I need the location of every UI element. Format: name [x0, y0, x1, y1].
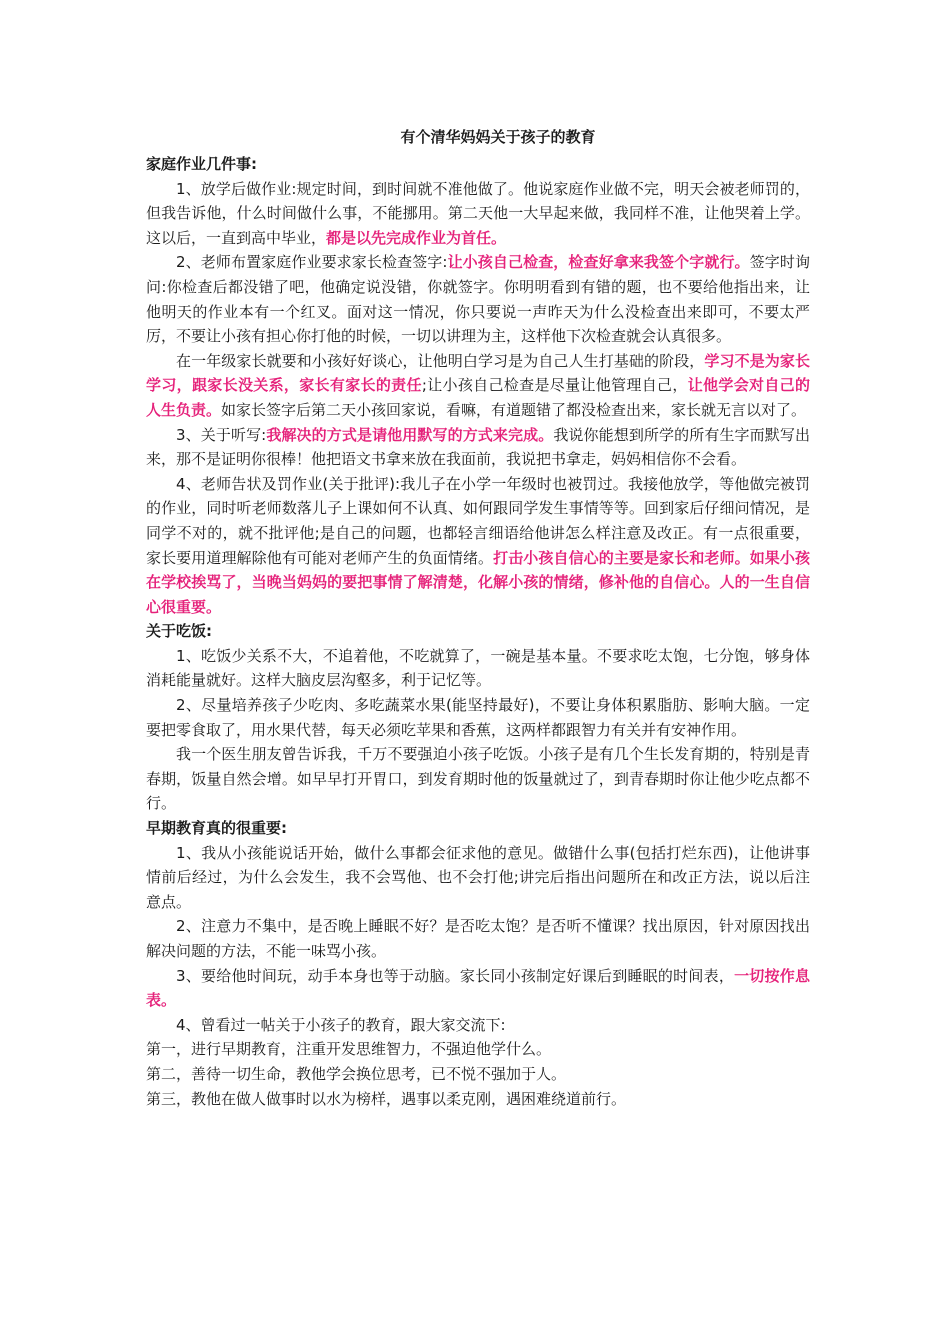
highlighted-text: 一切按作息表。 [146, 966, 810, 1010]
highlighted-text: 让小孩自己检查，检查好拿来我签个字就行。 [447, 253, 750, 272]
paragraph [146, 349, 810, 423]
highlighted-text: 我解决的方式是请他用默写的方式来完成。 [266, 425, 554, 444]
paragraph [146, 423, 810, 472]
body-text: 我一个医生朋友曾告诉我，千万不要强迫小孩子吃饭。小孩子是有几个生长发育期的，特别是青春期，饭量自然会增。如早早打开胃口，到发育期时他的饭量就过了，到青春期时你让他少吃点都不行。 [146, 745, 810, 813]
document-page [146, 126, 810, 1111]
paragraph [146, 693, 810, 742]
body-text: 我说你能想到所学的所有生字而默写出来，那不是证明你很棒！他把语文书拿来放在我面前，我说把书拿走，妈妈相信你不会看。 [146, 425, 810, 469]
body-text: 4、曾看过一帖关于小孩子的教育，跟大家交流下: [176, 1015, 506, 1034]
body-text: 在一年级家长就要和小孩好好谈心，让他明白学习是为自己人生打基础的阶段， [176, 351, 705, 370]
highlighted-text: 学习不是为家长学习，跟家长没关系，家长有家长的责任 [146, 351, 810, 395]
paragraph [146, 964, 810, 1013]
body-text: 4、老师告状及罚作业(关于批评):我儿子在小学一年级时也被罚过。我接他放学，等他做完被罚的作业，同时听老师数落儿子上课如何不认真、如何跟同学发生事情等等。回到家后仔细问情况，是同学不对的，就不批评他;是自己的问题，也都轻言细语给他讲怎么样注意及改正。有一点很重要，家长要用道理解除他有可能对老师产生的负面情绪。 [146, 474, 810, 567]
highlighted-text: 打击小孩自信心的主要是家长和老师。如果小孩在学校挨骂了，当晚当妈妈的要把事情了解清楚，化解小孩的情绪，修补他的自信心。人的一生自信心很重要。 [146, 548, 810, 616]
body-text: 1、吃饭少关系不大，不追着他，不吃就算了，一碗是基本量。不要求吃太饱，七分饱，够身体消耗能量就好。这样大脑皮层沟壑多，利于记忆等。 [146, 646, 810, 690]
body-text: 2、尽量培养孩子少吃肉、多吃蔬菜水果(能坚持最好)，不要让身体积累脂肪、影响大脑。一定要把零食取了，用水果代替，每天必须吃苹果和香蕉，这两样都跟智力有关并有安神作用。 [146, 696, 810, 739]
highlighted-text: 都是以先完成作业为首任。 [326, 228, 507, 247]
list-item: 第三，教他在做人做事时以水为榜样，遇事以柔克刚，遇困难绕道前行。 [146, 1089, 627, 1108]
body-text: 签字时询问:你检查后都没错了吧，他确定说没错，你就签字。你明明看到有错的题，也不要给他指出来，让他明天的作业本有一个红叉。面对这一情况，你只要说一声昨天为什么没检查出来即可，不要太严厉，不要让小孩有担心你打他的时候，一切以讲理为主，这样他下次检查就会认真很多。 [146, 253, 810, 346]
paragraph [146, 1013, 810, 1038]
section-heading: 关于吃饭: [146, 622, 212, 641]
paragraph [146, 914, 810, 963]
body-text: 3、要给他时间玩，动手本身也等于动脑。家长同小孩制定好课后到睡眠的时间表， [176, 966, 735, 985]
body-text: 2、老师布置家庭作业要求家长检查签字: [176, 253, 448, 272]
section-heading: 家庭作业几件事: [146, 155, 257, 173]
paragraph [146, 841, 810, 915]
document-title: 有个清华妈妈关于孩子的教育 [400, 128, 596, 146]
body-text: 3、关于听写: [176, 425, 267, 444]
body-text: 1、放学后做作业:规定时间，到时间就不准他做了。他说家庭作业做不完，明天会被老师罚的，但我告诉他，什么时间做什么事，不能挪用。第二天他一大早起来做，我同样不准，让他哭着上学。这以后，一直到高中毕业， [146, 179, 810, 247]
highlighted-text: 让他学会对自己的人生负责。 [146, 376, 810, 419]
section-heading: 早期教育真的很重要: [146, 819, 287, 838]
paragraph [146, 644, 810, 693]
paragraph [146, 177, 810, 251]
paragraph [146, 250, 810, 348]
body-text: 2、注意力不集中，是否晚上睡眠不好？是否吃太饱？是否听不懂课？找出原因，针对原因找出解决问题的方法，不能一味骂小孩。 [146, 917, 810, 960]
list-item: 第二，善待一切生命，教他学会换位思考，已不悦不强加于人。 [146, 1064, 567, 1083]
paragraph [146, 742, 810, 816]
document-body [146, 152, 810, 1111]
body-text: 1、我从小孩能说话开始，做什么事都会征求他的意见。做错什么事(包括打烂东西)，让他讲事情前后经过，为什么会发生，我不会骂他、也不会打他;讲完后指出问题所在和改正方法，说以后注意点。 [146, 843, 810, 911]
body-text: 如家长签字后第二天小孩回家说，看嘛，有道题错了都没检查出来，家长就无言以对了。 [221, 400, 807, 419]
list-item: 第一，进行早期教育，注重开发思维智力，不强迫他学什么。 [146, 1040, 552, 1059]
paragraph [146, 472, 810, 620]
body-text: ;让小孩自己检查是尽量让他管理自己， [421, 376, 688, 395]
